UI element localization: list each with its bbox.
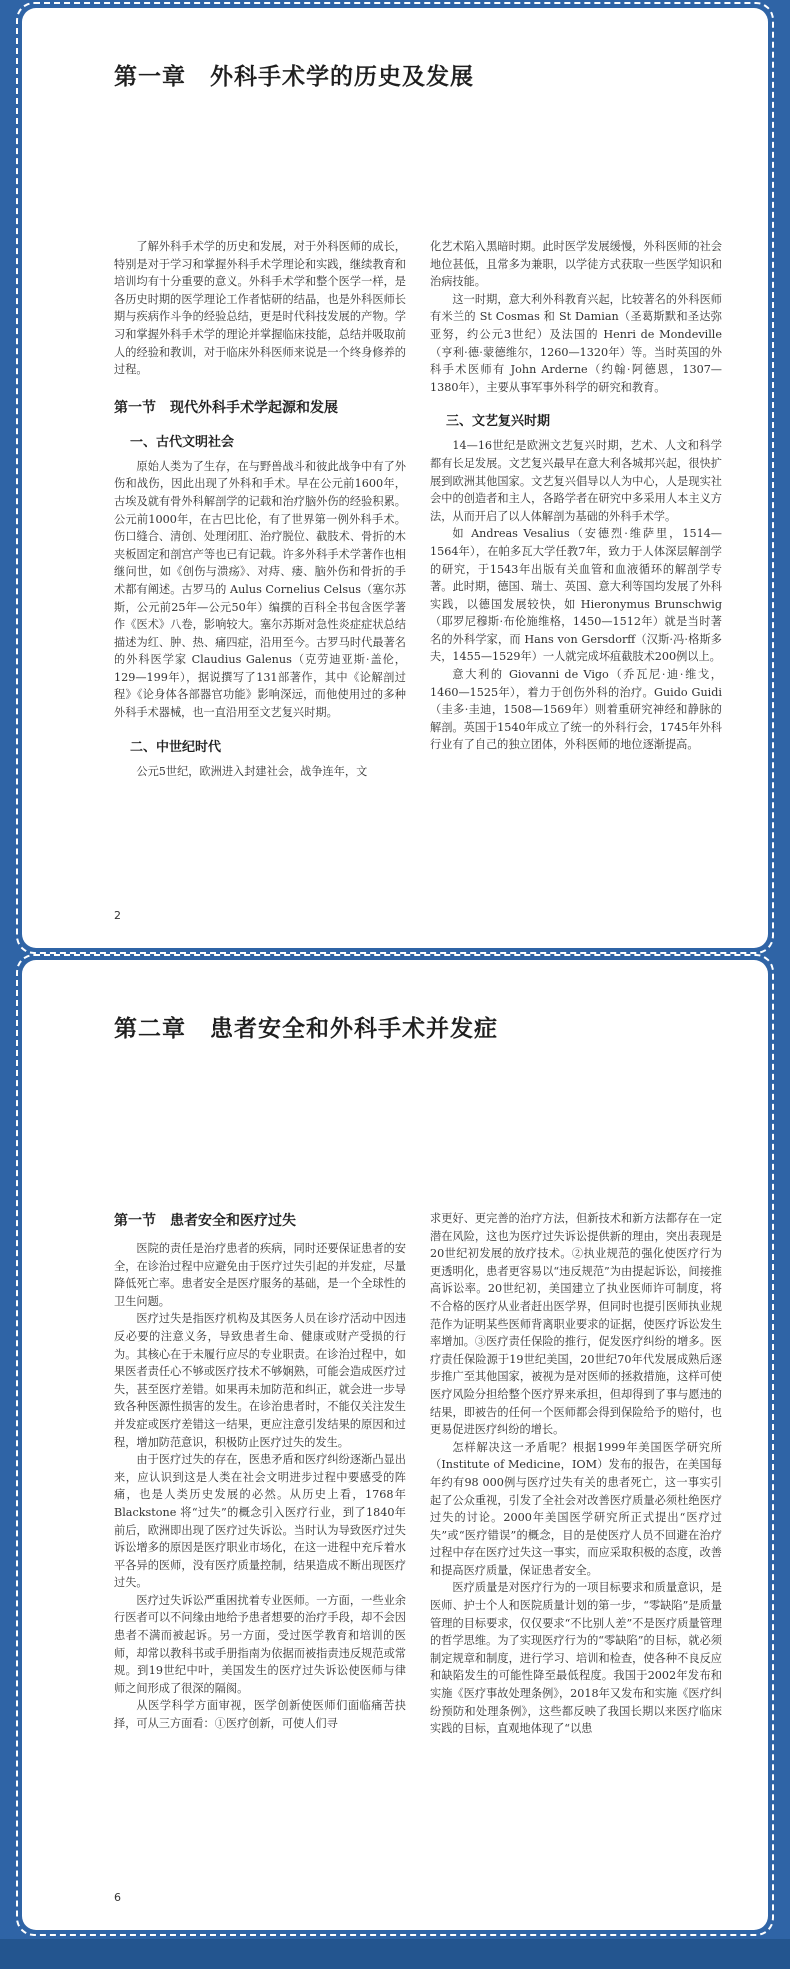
text-columns [114, 1210, 722, 1870]
paragraph: 化艺术陷入黑暗时期。此时医学发展缓慢，外科医师的社会地位甚低，且常多为兼职，以学徒方式获取一些医学知识和治病技能。 [430, 240, 722, 289]
book-page-2 [22, 960, 768, 1930]
paragraph: 怎样解决这一矛盾呢？根据1999年美国医学研究所（Institute of Medicine，IOM）发布的报告，在美国每年约有98 000例与医疗过失有关的患者死亡，这一事实引起了公众重视，引发了全社会对改善医疗质量必须杜绝医疗过失的讨论。2000年美国医学研究所正式提出“医疗过失”或“医疗错误”的概念，目的是使医疗人员不回避在治疗过程中存在医疗过失这一事实，而应采取积极的态度，改善和提高医疗质量，保证患者安全。 [430, 1440, 722, 1577]
left-column [114, 1210, 406, 1870]
spacer [114, 379, 406, 397]
paragraph: 求更好、更完善的治疗方法，但新技术和新方法都存在一定潜在风险，这也为医疗过失诉讼提供新的理由，突出表现是20世纪初发展的放疗技术。②执业规范的强化使医疗行为更透明化，患者更容易以“违反规范”为由提起诉讼，间接推高诉讼率。20世纪初，美国建立了执业医师许可制度，将不合格的医疗从业者赶出医学界，但同时也提引医师执业规范作为证明某些医师背离职业要求的证据，使医疗诉讼发生率增加。③医疗责任保险的推行，促发医疗纠纷的增多。医疗责任保险源于19世纪美国，20世纪70年代发展成熟后逐步推广至其他国家，被视为是对医师的拯救措施，这样可使医疗风险分担给整个医疗界来承担，但却得到了事与愿违的结果，即被告的任何一个医师都会得到保险给予的赔付，也更易促进医疗纠纷的增长。 [430, 1212, 722, 1437]
chapter-title: 第二章 患者安全和外科手术并发症 [114, 1016, 498, 1042]
paragraph: 医疗过失是指医疗机构及其医务人员在诊疗活动中因违反必要的注意义务，导致患者生命、健康或财产受损的行为。其核心在于未履行应尽的专业职责。在诊治过程中，如果医者责任心不够或医疗技术不够娴熟，可能会造成医疗过失，甚至医疗差错。如果再未加防范和纠正，就会进一步导致各种医源性损害的发生。在诊治患者时，不能仅关注发生并发症或医疗差错这一结果，更应注意引发结果的原因和过程，增加防范意识，积极防止医疗过失的发生。 [114, 1312, 406, 1449]
right-column [430, 238, 722, 888]
bottom-band [0, 1939, 790, 1969]
paragraph: 医疗质量是对医疗行为的一项目标要求和质量意识，是医师、护士个人和医院质量计划的第一步，“零缺陷”是质量管理的目标要求，仅仅要求“不比别人差”不是医疗质量管理的哲学思维。为了实现医疗行为的“零缺陷”的目标，就必须制定规章和制度，进行学习、培训和检查，使各种不良反应和缺陷发生的可能性降至最低程度。我国于2002年发布和实施《医疗事故处理条例》，2018年又发布和实施《医疗纠纷预防和处理条例》，这些都反映了我国长期以来医疗临床实践的目标，直观地体现了“以患 [430, 1581, 722, 1736]
left-column [114, 238, 406, 888]
subsection-title: 二、中世纪时代 [130, 739, 222, 755]
subsection-title: 三、文艺复兴时期 [446, 414, 551, 430]
paragraph: 原始人类为了生存，在与野兽战斗和彼此战争中有了外伤和战伤，因此出现了外科和手术。早在公元前1600年，古埃及就有骨外科解剖学的记载和治疗脑外伤的经验积累。公元前1000年，在古巴比伦，有了世界第一例外科手术。伤口缝合、清创、处理闭肛、治疗脱位、截肢术、骨折的木夹板固定和剖宫产等也已有记载。许多外科手术学著作也相继问世，如《创伤与溃疡》、对痔、瘘、脑外伤和骨折的手术都有阐述。古罗马的 Aulus Cornelius Celsus（塞尔苏斯，公元前25年—公元50年）编撰的百科全书包含医学著作《医术》八卷，影响较大。塞尔苏斯对急性炎症症状总结描述为红、肿、热、痛四症，沿用至今。古罗马时代最著名的外科医学家 Claudius Galenus（克劳迪亚斯·盖伦，129—199年），据说撰写了131部著作，其中《论解剖过程》《论身体各部器官功能》影响深远，而他使用过的多种外科手术器械，也一直沿用至文艺复兴时期。 [114, 459, 406, 720]
paragraph: 14—16世纪是欧洲文艺复兴时期，艺术、人文和科学都有长足发展。文艺复兴最早在意大利各城邦兴起，很快扩展到欧洲其他国家。文艺复兴倡导以人为中心，人是现实社会中的创造者和主人，各路学者在研究中多采用人本主义方法，从而开启了以人体解剖为基础的外科手术学。 [430, 439, 722, 523]
page-number: 2 [114, 909, 121, 922]
paragraph: 这一时期，意大利外科教育兴起，比较著名的外科医师有米兰的 St Cosmas 和 St Damian（圣葛斯默和圣达弥亚努，约公元3世纪）及法国的 Henri de Mondeville（亨利·德·蒙德维尔，1260—1320年）等。当时英国的外科手术医师有 John Arderne（约翰·阿德恩，1307—1380年），主要从事军事外科学的研究和教育。 [430, 292, 722, 394]
paragraph: 由于医疗过失的存在，医患矛盾和医疗纠纷逐渐凸显出来，应认识到这是人类在社会文明进步过程中要感受的阵痛，也是人类历史发展的必然。从历史上看，1768年 Blackstone 将“过失”的概念引入医疗行业，到了1840年前后，欧洲即出现了医疗过失诉讼。当时认为导致医疗过失诉讼增多的原因是医疗职业市场化，在这一进程中充斥着水平各异的医师，没有医疗质量控制，结果造成不断出现医疗过失。 [114, 1453, 406, 1590]
paragraph: 公元5世纪，欧洲进入封建社会，战争连年，文 [136, 764, 368, 778]
paragraph: 如 Andreas Vesalius（安德烈·维萨里，1514—1564年），在帕多瓦大学任教7年，致力于人体深层解剖学的研究，于1543年出版有关血管和血液循环的解剖学专著。此时期，德国、瑞士、英国、意大利等国均发展了外科实践，以德国发展较快，如 Hieronymus Brunschwig（耶罗尼穆斯·布伦施维格，1450—1512年）就是当时著名的外科学家，而 Hans von Gersdorff（汉斯·冯·格斯多夫，1455—1529年）一人就完成坏疽截肢术200例以上。 [430, 527, 722, 664]
paragraph: 医疗过失诉讼严重困扰着专业医师。一方面，一些业余行医者可以不问缘由地给予患者想要的治疗手段，却不会因患者不满而被起诉。另一方面，受过医学教育和培训的医师，却常以教科书或手册指南为依据而被指责违反规范或常规。到19世纪中叶，美国发生的医疗过失诉讼使医师与律师之间形成了很深的隔阂。 [114, 1593, 406, 1695]
paragraph: 意大利的 Giovanni de Vigo（乔瓦尼·迪·维戈，1460—1525年），着力于创伤外科的治疗。Guido Guidi（圭多·圭迪，1508—1569年）则着重研究神经和静脉的解剖。英国于1540年成立了统一的外科行会，1745年外科行业有了自己的独立团体，外科医师的地位逐渐提高。 [430, 668, 722, 752]
book-page-1 [22, 8, 768, 948]
subsection-title: 一、古代文明社会 [130, 434, 235, 450]
paragraph: 医院的责任是治疗患者的疾病，同时还要保证患者的安全，在诊治过程中应避免由于医疗过失引起的并发症，尽量降低死亡率。患者安全是医疗服务的基础，是一个全球性的卫生问题。 [114, 1242, 406, 1308]
text-columns [114, 238, 722, 888]
paragraph: 从医学科学方面审视，医学创新使医师们面临痛苦抉择，可从三方面看：①医疗创新，可使人们寻 [114, 1699, 406, 1731]
section-title: 第一节 现代外科手术学起源和发展 [114, 399, 338, 416]
chapter-title: 第一章 外科手术学的历史及发展 [114, 64, 474, 90]
right-column [430, 1210, 722, 1870]
page-number: 6 [114, 1891, 121, 1904]
paragraph: 了解外科手术学的历史和发展，对于外科医师的成长，特别是对于学习和掌握外科手术学理论和实践，继续教育和培训均有十分重要的意义。外科手术学和整个医学一样，是各历史时期的医学理论工作者惦研的结晶，也是外科医师长期与疾病作斗争的经验总结，更是时代科技发展的产物。学习和掌握外科手术学的理论并掌握临床技能，总结并吸取前人的经验和教训，对于临床外科医师来说是一个终身修养的过程。 [114, 240, 406, 377]
section-title: 第一节 患者安全和医疗过失 [114, 1213, 296, 1229]
